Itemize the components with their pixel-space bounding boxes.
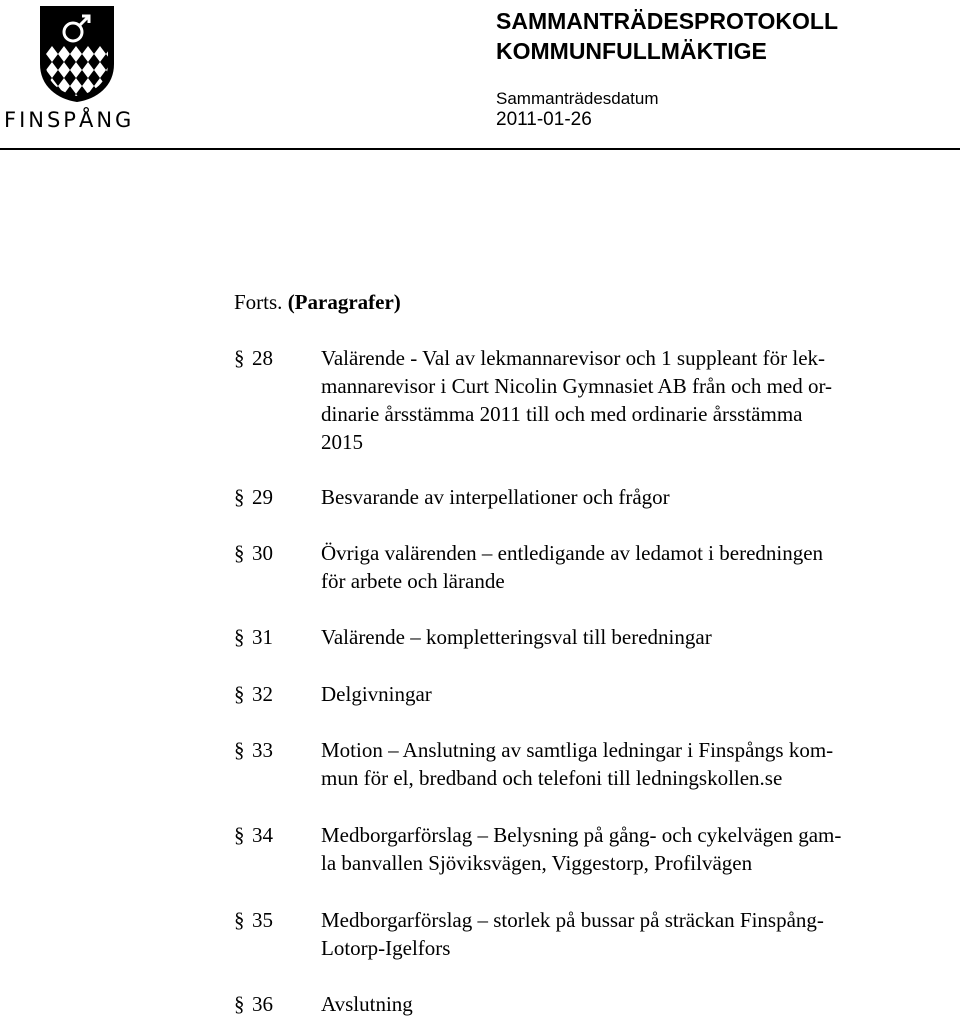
section-symbol: §: [234, 682, 245, 706]
section-symbol: §: [234, 823, 245, 847]
document-title: SAMMANTRÄDESPROTOKOLL: [496, 8, 839, 34]
agenda-item-line: la banvallen Sjöviksvägen, Viggestorp, Profilvägen: [321, 851, 753, 875]
document-header: [496, 6, 838, 131]
agenda-item-line: Övriga valärenden – entledigande av ledamot i beredningen: [321, 541, 824, 565]
logo-wordmark: FINSPÅNG: [4, 108, 135, 132]
document-organ: KOMMUNFULLMÄKTIGE: [496, 38, 767, 64]
agenda-item-number: 33: [252, 738, 273, 762]
section-symbol: §: [234, 346, 245, 370]
agenda-item-line: Valärende - Val av lekmannarevisor och 1 suppleant för lek-: [321, 346, 826, 370]
agenda-item-number: 32: [252, 682, 273, 706]
agenda-item-text: [321, 539, 931, 595]
section-symbol: §: [234, 541, 245, 565]
agenda-item-text: [321, 483, 931, 511]
section-symbol: §: [234, 992, 245, 1016]
agenda-item-line: Motion – Anslutning av samtliga ledningar i Finspångs kom-: [321, 738, 834, 762]
agenda-item-line: Delgivningar: [321, 682, 432, 706]
agenda-item-text: [321, 821, 931, 877]
heading-title: (Paragrafer): [287, 290, 401, 314]
agenda-item-line: 2015: [321, 430, 363, 454]
agenda-item-line: Avslutning: [321, 992, 413, 1016]
agenda-item-number: 36: [252, 992, 273, 1016]
agenda-item-text: [321, 623, 931, 651]
section-heading: [234, 288, 401, 316]
section-symbol: §: [234, 625, 245, 649]
agenda-item-number: 35: [252, 908, 273, 932]
agenda-item-line: Medborgarförslag – Belysning på gång- och cykelvägen gam-: [321, 823, 842, 847]
heading-prefix: Forts.: [234, 290, 283, 314]
section-symbol: §: [234, 908, 245, 932]
agenda-item-number: 29: [252, 485, 273, 509]
agenda-item-line: för arbete och lärande: [321, 569, 505, 593]
agenda-item-number: 28: [252, 346, 273, 370]
meeting-date-label: Sammanträdesdatum: [496, 89, 659, 108]
section-symbol: §: [234, 485, 245, 509]
agenda-item-text: [321, 680, 931, 708]
agenda-item-number: 31: [252, 625, 273, 649]
agenda-item-line: mun för el, bredband och telefoni till ledningskollen.se: [321, 766, 783, 790]
agenda-item-line: dinarie årsstämma 2011 till och med ordinarie årsstämma: [321, 402, 803, 426]
agenda-item-line: Valärende – kompletteringsval till beredningar: [321, 625, 712, 649]
header-divider: [0, 148, 960, 150]
agenda-item-number: 30: [252, 541, 273, 565]
agenda-item-text: [321, 906, 931, 962]
agenda-item-text: [321, 736, 931, 792]
agenda-item-text: [321, 344, 931, 456]
agenda-item-line: mannarevisor i Curt Nicolin Gymnasiet AB från och med or-: [321, 374, 833, 398]
municipality-logo: [4, 6, 150, 132]
agenda-item-number: 34: [252, 823, 273, 847]
agenda-item-text: [321, 990, 931, 1018]
agenda-item-line: Besvarande av interpellationer och frågor: [321, 485, 670, 509]
section-symbol: §: [234, 738, 245, 762]
meeting-date-value: 2011-01-26: [496, 109, 592, 130]
coat-of-arms-icon: [40, 6, 114, 102]
agenda-item-line: Medborgarförslag – storlek på bussar på sträckan Finspång-: [321, 908, 824, 932]
agenda-item-line: Lotorp-Igelfors: [321, 936, 451, 960]
